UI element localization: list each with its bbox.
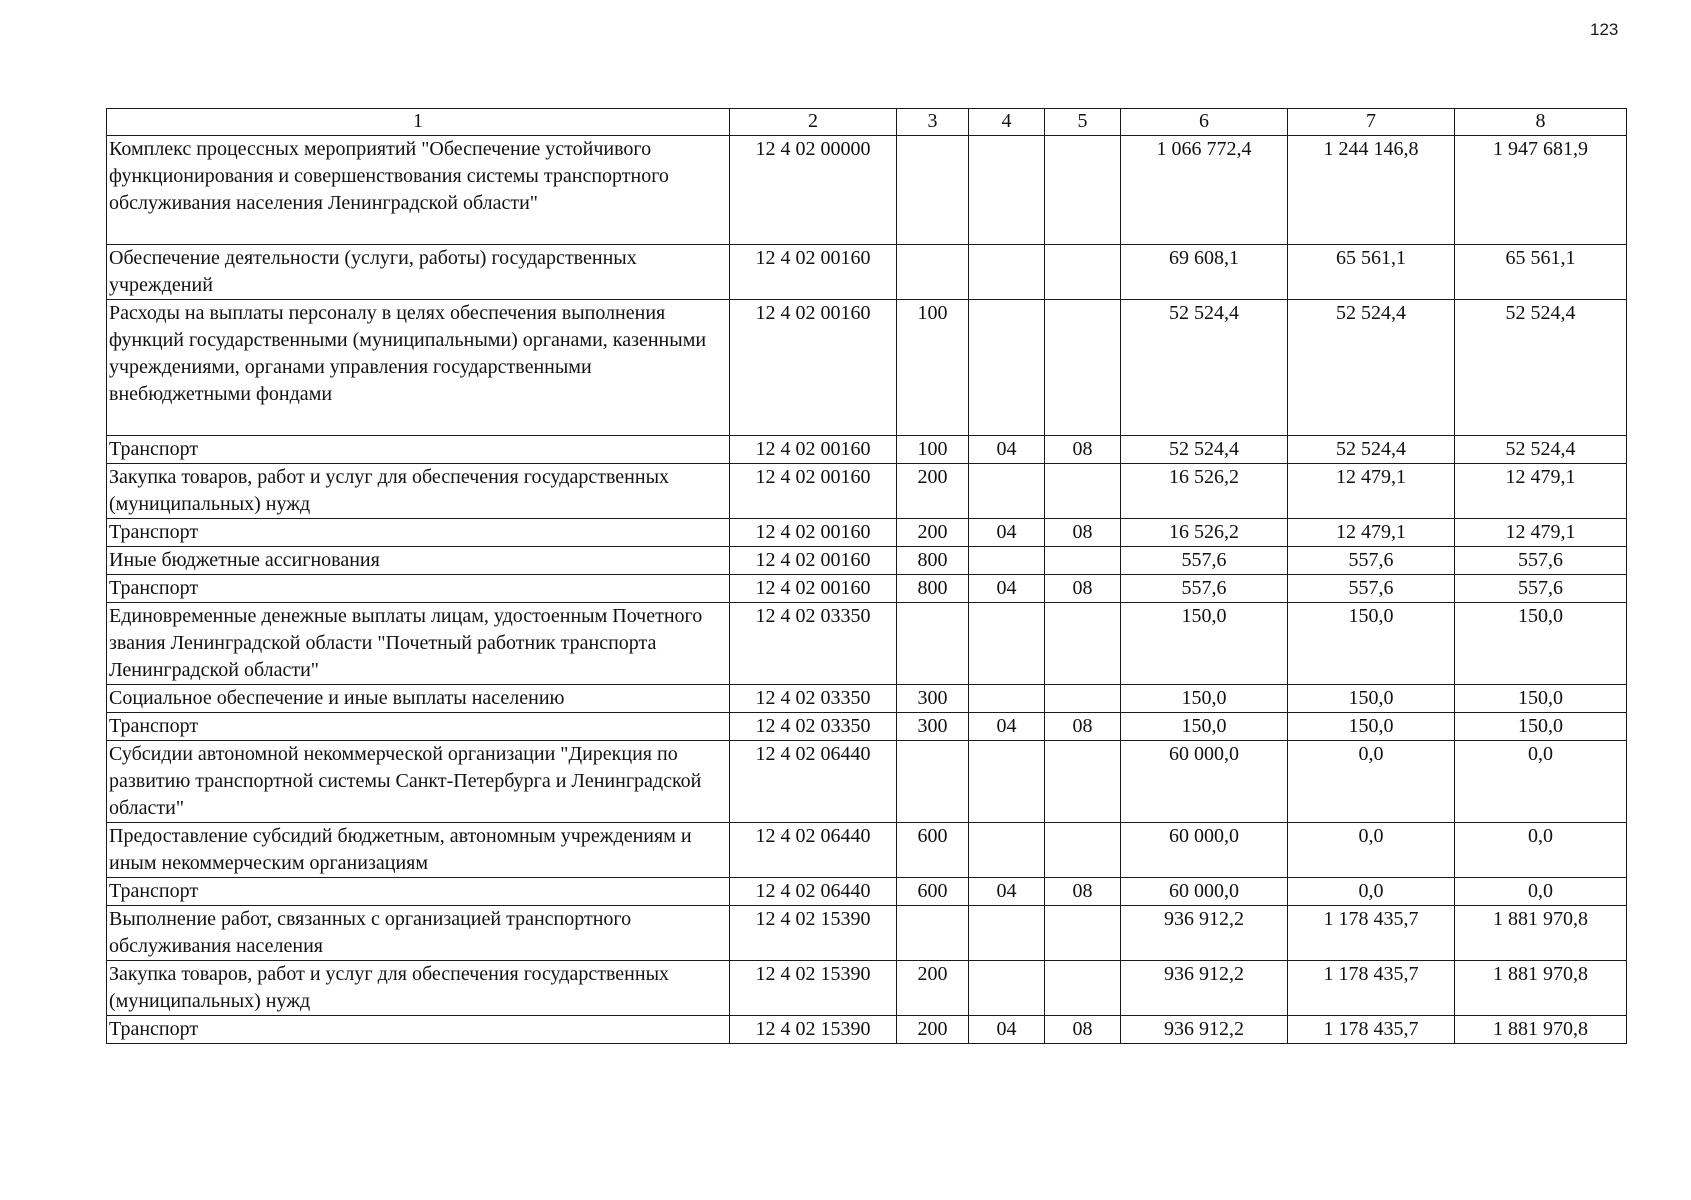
page-number: 123 — [1590, 20, 1619, 39]
row-col3-cell: 300 — [897, 685, 969, 713]
row-col4-cell — [969, 300, 1045, 436]
row-col6-value: 936 912,2 — [1121, 906, 1288, 961]
row-col5-cell — [1045, 741, 1121, 823]
row-code-cell: 12 4 02 00000 — [730, 136, 897, 245]
row-col3-cell — [897, 603, 969, 685]
row-col7-value: 1 244 146,8 — [1288, 136, 1455, 245]
row-col7-value: 557,6 — [1288, 575, 1455, 603]
row-col5-cell — [1045, 300, 1121, 436]
row-col6-value: 936 912,2 — [1121, 961, 1288, 1016]
row-col7-value: 1 178 435,7 — [1288, 906, 1455, 961]
row-col4-cell — [969, 961, 1045, 1016]
row-col5-cell: 08 — [1045, 575, 1121, 603]
row-code-cell: 12 4 02 00160 — [730, 300, 897, 436]
row-code-cell: 12 4 02 06440 — [730, 741, 897, 823]
row-code-cell: 12 4 02 03350 — [730, 603, 897, 685]
row-col5-cell — [1045, 464, 1121, 519]
row-col4-cell: 04 — [969, 1016, 1045, 1044]
row-col5-cell: 08 — [1045, 436, 1121, 464]
row-col4-cell — [969, 906, 1045, 961]
row-name-cell: Транспорт — [107, 575, 730, 603]
table-row — [107, 685, 1627, 713]
row-name-cell: Транспорт — [107, 878, 730, 906]
table-row — [107, 575, 1627, 603]
row-col8-value: 557,6 — [1455, 547, 1627, 575]
row-col8-value: 150,0 — [1455, 685, 1627, 713]
row-name-cell: Расходы на выплаты персоналу в целях обеспечения выполнения функций государственными (муниципальными) органами, казенными учреждениями, органами управления государственными внебюджетными фондами — [107, 300, 730, 436]
row-code-cell: 12 4 02 15390 — [730, 961, 897, 1016]
row-col6-value: 52 524,4 — [1121, 436, 1288, 464]
row-col8-value: 12 479,1 — [1455, 464, 1627, 519]
row-col4-cell — [969, 603, 1045, 685]
row-col3-cell: 600 — [897, 823, 969, 878]
budget-table — [106, 108, 1627, 1044]
row-col6-value: 936 912,2 — [1121, 1016, 1288, 1044]
row-col4-cell — [969, 685, 1045, 713]
row-col4-cell: 04 — [969, 575, 1045, 603]
table-row — [107, 245, 1627, 300]
row-col3-cell — [897, 245, 969, 300]
row-col3-cell — [897, 906, 969, 961]
row-col7-value: 150,0 — [1288, 603, 1455, 685]
table-row — [107, 906, 1627, 961]
row-col4-cell: 04 — [969, 878, 1045, 906]
column-header: 6 — [1121, 109, 1288, 136]
column-header: 1 — [107, 109, 730, 136]
row-col8-value: 557,6 — [1455, 575, 1627, 603]
row-col8-value: 150,0 — [1455, 603, 1627, 685]
row-col4-cell — [969, 136, 1045, 245]
row-col4-cell — [969, 741, 1045, 823]
row-col3-cell — [897, 136, 969, 245]
row-col5-cell: 08 — [1045, 713, 1121, 741]
row-name-cell: Иные бюджетные ассигнования — [107, 547, 730, 575]
row-col5-cell — [1045, 961, 1121, 1016]
row-col6-value: 60 000,0 — [1121, 823, 1288, 878]
table-row — [107, 436, 1627, 464]
row-col5-cell — [1045, 823, 1121, 878]
row-col6-value: 60 000,0 — [1121, 741, 1288, 823]
row-col3-cell: 200 — [897, 961, 969, 1016]
row-col3-cell: 800 — [897, 575, 969, 603]
row-col5-cell: 08 — [1045, 1016, 1121, 1044]
row-code-cell: 12 4 02 15390 — [730, 906, 897, 961]
row-code-cell: 12 4 02 06440 — [730, 878, 897, 906]
row-name-cell: Транспорт — [107, 519, 730, 547]
column-header: 5 — [1045, 109, 1121, 136]
row-name-cell: Закупка товаров, работ и услуг для обеспечения государственных (муниципальных) нужд — [107, 961, 730, 1016]
row-code-cell: 12 4 02 00160 — [730, 575, 897, 603]
row-name-cell: Обеспечение деятельности (услуги, работы) государственных учреждений — [107, 245, 730, 300]
row-name-cell: Предоставление субсидий бюджетным, автономным учреждениям и иным некоммерческим организациям — [107, 823, 730, 878]
row-col3-cell: 600 — [897, 878, 969, 906]
row-col7-value: 0,0 — [1288, 878, 1455, 906]
table-row — [107, 136, 1627, 245]
row-name-cell: Транспорт — [107, 436, 730, 464]
table-row — [107, 519, 1627, 547]
row-col5-cell — [1045, 685, 1121, 713]
row-col3-cell: 300 — [897, 713, 969, 741]
row-col7-value: 1 178 435,7 — [1288, 1016, 1455, 1044]
row-col3-cell: 200 — [897, 519, 969, 547]
row-col5-cell — [1045, 136, 1121, 245]
row-col4-cell: 04 — [969, 436, 1045, 464]
row-name-cell: Комплекс процессных мероприятий "Обеспечение устойчивого функционирования и совершенствования системы транспортного обслуживания населения Ленинградской области" — [107, 136, 730, 245]
row-col7-value: 150,0 — [1288, 713, 1455, 741]
table-body — [107, 136, 1627, 1044]
column-header: 8 — [1455, 109, 1627, 136]
row-col6-value: 150,0 — [1121, 603, 1288, 685]
row-code-cell: 12 4 02 03350 — [730, 685, 897, 713]
row-col4-cell — [969, 245, 1045, 300]
row-col7-value: 12 479,1 — [1288, 464, 1455, 519]
row-col6-value: 557,6 — [1121, 575, 1288, 603]
row-name-cell: Выполнение работ, связанных с организацией транспортного обслуживания населения — [107, 906, 730, 961]
row-col7-value: 150,0 — [1288, 685, 1455, 713]
row-col5-cell: 08 — [1045, 519, 1121, 547]
row-col8-value: 52 524,4 — [1455, 436, 1627, 464]
row-col5-cell — [1045, 547, 1121, 575]
table-row — [107, 741, 1627, 823]
row-code-cell: 12 4 02 15390 — [730, 1016, 897, 1044]
row-code-cell: 12 4 02 00160 — [730, 464, 897, 519]
row-code-cell: 12 4 02 03350 — [730, 713, 897, 741]
row-col3-cell — [897, 741, 969, 823]
table-row — [107, 547, 1627, 575]
row-col4-cell — [969, 547, 1045, 575]
row-col7-value: 52 524,4 — [1288, 436, 1455, 464]
table-row — [107, 713, 1627, 741]
row-name-cell: Единовременные денежные выплаты лицам, удостоенным Почетного звания Ленинградской области "Почетный работник транспорта Ленинградской области" — [107, 603, 730, 685]
row-col8-value: 0,0 — [1455, 741, 1627, 823]
row-name-cell: Транспорт — [107, 1016, 730, 1044]
row-col3-cell: 200 — [897, 464, 969, 519]
row-code-cell: 12 4 02 00160 — [730, 519, 897, 547]
row-col6-value: 69 608,1 — [1121, 245, 1288, 300]
row-col8-value: 65 561,1 — [1455, 245, 1627, 300]
row-col8-value: 52 524,4 — [1455, 300, 1627, 436]
row-col7-value: 1 178 435,7 — [1288, 961, 1455, 1016]
column-header: 2 — [730, 109, 897, 136]
row-col7-value: 12 479,1 — [1288, 519, 1455, 547]
row-col4-cell: 04 — [969, 713, 1045, 741]
row-col4-cell — [969, 464, 1045, 519]
row-col6-value: 16 526,2 — [1121, 519, 1288, 547]
row-col5-cell — [1045, 245, 1121, 300]
row-col8-value: 0,0 — [1455, 823, 1627, 878]
row-col6-value: 150,0 — [1121, 713, 1288, 741]
row-name-cell: Субсидии автономной некоммерческой организации "Дирекция по развитию транспортной системы Санкт-Петербурга и Ленинградской области" — [107, 741, 730, 823]
row-col4-cell: 04 — [969, 519, 1045, 547]
row-col7-value: 0,0 — [1288, 741, 1455, 823]
table-header-row — [107, 109, 1627, 136]
row-col6-value: 16 526,2 — [1121, 464, 1288, 519]
row-code-cell: 12 4 02 00160 — [730, 547, 897, 575]
row-col6-value: 557,6 — [1121, 547, 1288, 575]
table-row — [107, 603, 1627, 685]
table-row — [107, 961, 1627, 1016]
row-col8-value: 1 881 970,8 — [1455, 906, 1627, 961]
table-row — [107, 464, 1627, 519]
row-code-cell: 12 4 02 00160 — [730, 436, 897, 464]
row-col3-cell: 200 — [897, 1016, 969, 1044]
row-name-cell: Транспорт — [107, 713, 730, 741]
column-header: 7 — [1288, 109, 1455, 136]
row-col5-cell — [1045, 603, 1121, 685]
row-col8-value: 150,0 — [1455, 713, 1627, 741]
row-name-cell: Социальное обеспечение и иные выплаты населению — [107, 685, 730, 713]
row-col8-value: 1 947 681,9 — [1455, 136, 1627, 245]
table-row — [107, 300, 1627, 436]
row-col7-value: 65 561,1 — [1288, 245, 1455, 300]
table-row — [107, 878, 1627, 906]
row-col4-cell — [969, 823, 1045, 878]
row-col5-cell — [1045, 906, 1121, 961]
row-col3-cell: 800 — [897, 547, 969, 575]
column-header: 3 — [897, 109, 969, 136]
row-code-cell: 12 4 02 06440 — [730, 823, 897, 878]
row-code-cell: 12 4 02 00160 — [730, 245, 897, 300]
table-row — [107, 823, 1627, 878]
row-col7-value: 0,0 — [1288, 823, 1455, 878]
row-name-cell: Закупка товаров, работ и услуг для обеспечения государственных (муниципальных) нужд — [107, 464, 730, 519]
row-col6-value: 60 000,0 — [1121, 878, 1288, 906]
row-col3-cell: 100 — [897, 436, 969, 464]
row-col3-cell: 100 — [897, 300, 969, 436]
table-row — [107, 1016, 1627, 1044]
row-col6-value: 52 524,4 — [1121, 300, 1288, 436]
column-header: 4 — [969, 109, 1045, 136]
row-col7-value: 52 524,4 — [1288, 300, 1455, 436]
row-col7-value: 557,6 — [1288, 547, 1455, 575]
row-col6-value: 1 066 772,4 — [1121, 136, 1288, 245]
row-col8-value: 1 881 970,8 — [1455, 961, 1627, 1016]
row-col5-cell: 08 — [1045, 878, 1121, 906]
row-col6-value: 150,0 — [1121, 685, 1288, 713]
row-col8-value: 12 479,1 — [1455, 519, 1627, 547]
row-col8-value: 1 881 970,8 — [1455, 1016, 1627, 1044]
row-col8-value: 0,0 — [1455, 878, 1627, 906]
